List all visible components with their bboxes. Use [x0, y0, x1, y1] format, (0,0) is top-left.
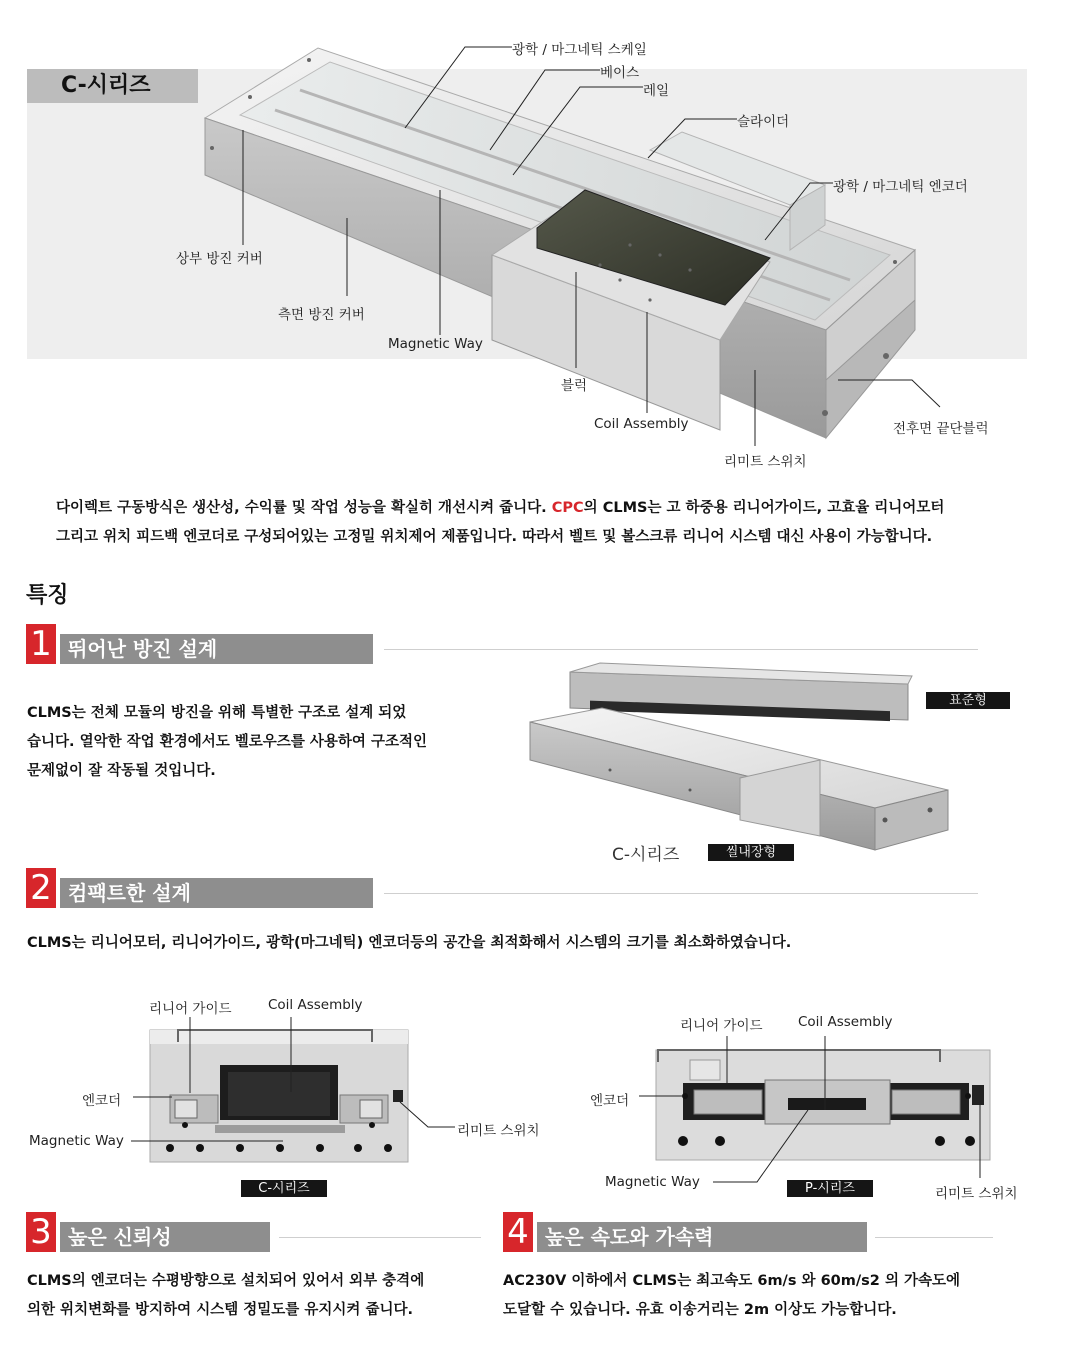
text-line: AC230V 이하에서 CLMS는 최고속도 6m/s 와 60m/s2 의 가속도에	[503, 1273, 961, 1289]
callout-optical-encoder: 광학 / 마그네틱 엔코더	[833, 179, 968, 195]
feature-number: 3	[26, 1212, 56, 1252]
text-line: 문제없이 잘 작동될 것입니다.	[27, 763, 216, 779]
c-label-magnetic-way: Magnetic Way	[29, 1133, 124, 1149]
callout-side-cover: 측면 방진 커버	[278, 307, 365, 323]
feature-number: 1	[26, 624, 56, 664]
intro-text: 의 CLMS는 고 하중용 리니어가이드, 고효율 리니어모터	[583, 500, 945, 516]
callout-coil-assembly: Coil Assembly	[594, 416, 689, 432]
p-label-magnetic-way: Magnetic Way	[605, 1174, 700, 1190]
feature-title: 높은 속도와 가속력	[537, 1222, 867, 1252]
feature-1-series-label: C-시리즈	[612, 845, 680, 865]
p-label-linear-guide: 리니어 가이드	[680, 1018, 763, 1034]
p-label-coil-assembly: Coil Assembly	[798, 1014, 893, 1030]
p-label-encoder: 엔코더	[590, 1093, 630, 1109]
text-line: CLMS는 전체 모듈의 방진을 위해 특별한 구조로 설계 되었	[27, 705, 407, 721]
tag-c-series: C-시리즈	[241, 1180, 327, 1197]
callout-limit-switch: 리미트 스위치	[724, 454, 807, 470]
callout-optical-scale: 광학 / 마그네틱 스케일	[512, 42, 647, 58]
feature-3-text	[27, 1267, 424, 1325]
p-label-limit-switch: 리미트 스위치	[935, 1186, 1018, 1202]
feature-number: 4	[503, 1212, 533, 1252]
feature-4-text	[503, 1267, 960, 1325]
feature-3-header	[26, 1212, 481, 1252]
feature-title: 컴팩트한 설계	[60, 878, 373, 908]
c-label-encoder: 엔코더	[82, 1093, 122, 1109]
tag-standard-type: 표준형	[926, 692, 1010, 709]
intro-line-2: 그리고 위치 피드백 엔코더로 구성되어있는 고정밀 위치제어 제품입니다. 따라서 벨트 및 볼스크류 리니어 시스템 대신 사용이 가능합니다.	[56, 529, 933, 545]
text-line: CLMS의 엔코더는 수평방향으로 설치되어 있어서 외부 충격에	[27, 1273, 425, 1289]
feature-title: 뛰어난 방진 설계	[60, 634, 373, 664]
brand-name: CPC	[551, 500, 584, 516]
callout-end-block: 전후면 끝단블럭	[893, 421, 989, 437]
callout-top-cover: 상부 방진 커버	[176, 251, 263, 267]
text-line: 의한 위치변화를 방지하여 시스템 정밀도를 유지시켜 줍니다.	[27, 1302, 413, 1318]
intro-text: 다이렉트 구동방식은 생산성, 수익률 및 작업 성능을 확실히 개선시켜 줍니다.	[56, 500, 552, 516]
callout-magnetic-way: Magnetic Way	[388, 336, 483, 352]
divider	[875, 1237, 993, 1238]
text-line: 도달할 수 있습니다. 유효 이송거리는 2m 이상도 가능합니다.	[503, 1302, 897, 1318]
feature-4-header	[503, 1212, 993, 1252]
text-line: 습니다. 열악한 작업 환경에서도 벨로우즈를 사용하여 구조적인	[27, 734, 427, 750]
c-label-linear-guide: 리니어 가이드	[149, 1001, 232, 1017]
features-title: 특징	[26, 583, 69, 608]
callout-slider: 슬라이더	[737, 114, 790, 130]
c-label-coil-assembly: Coil Assembly	[268, 997, 363, 1013]
c-label-limit-switch: 리미트 스위치	[457, 1123, 540, 1139]
feature-number: 2	[26, 868, 56, 908]
callout-rail: 레일	[643, 83, 670, 99]
tag-sealed-type: 씰내장형	[708, 844, 794, 861]
tag-p-series: P-시리즈	[787, 1180, 873, 1197]
callout-base: 베이스	[600, 65, 640, 81]
callout-block: 블럭	[561, 378, 588, 394]
series-label-tag: C-시리즈	[27, 69, 198, 103]
feature-title: 높은 신뢰성	[60, 1222, 270, 1252]
feature-2-text: CLMS는 리니어모터, 리니어가이드, 광학(마그네틱) 엔코더등의 공간을 최적화해서 시스템의 크기를 최소화하였습니다.	[27, 935, 792, 951]
divider	[279, 1237, 481, 1238]
